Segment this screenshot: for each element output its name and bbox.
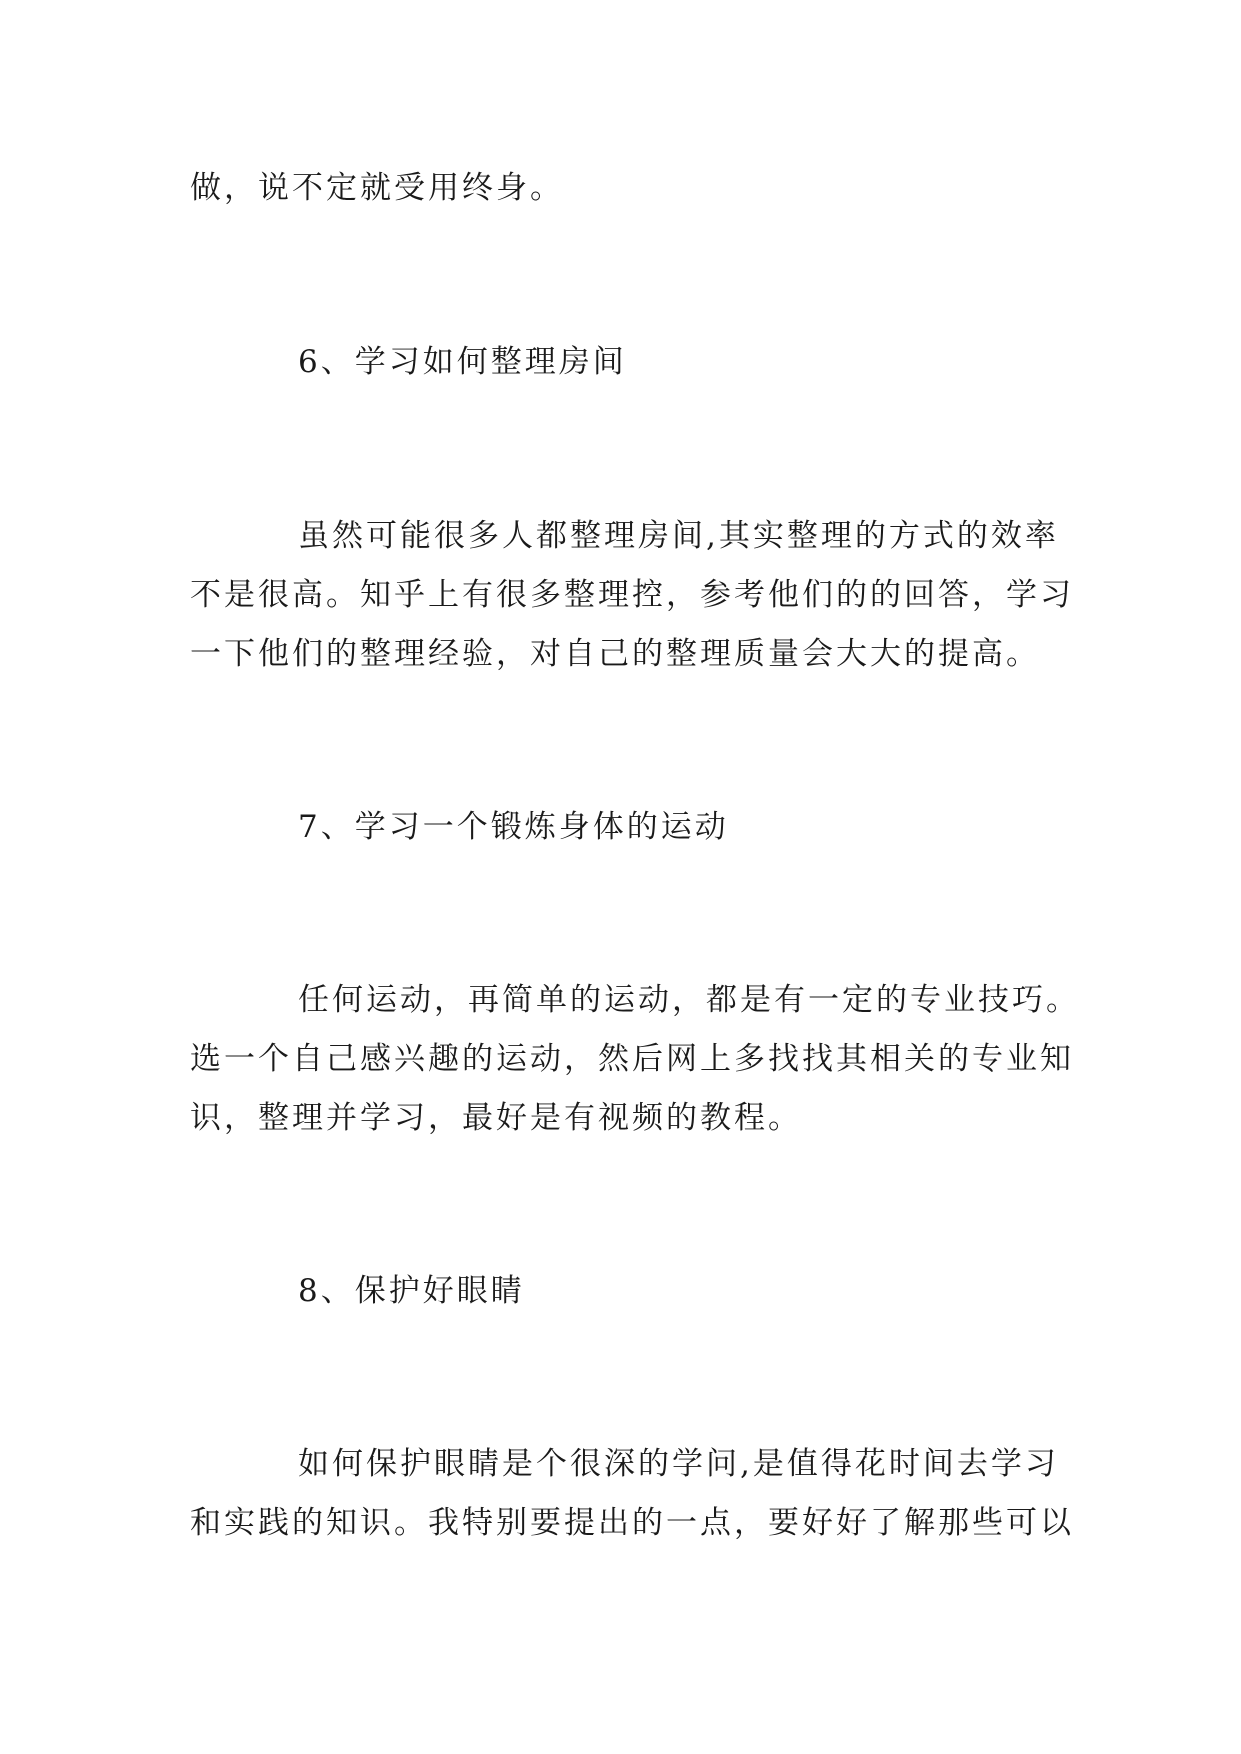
paragraph-continuation-line: 做，说不定就受用终身。 (190, 170, 564, 206)
paragraph-line: 识，整理并学习，最好是有视频的教程。 (190, 1100, 802, 1136)
section-heading-6: 6、学习如何整理房间 (298, 344, 627, 380)
paragraph-line: 如何保护眼睛是个很深的学问,是值得花时间去学习 (298, 1446, 1059, 1482)
paragraph-line: 一下他们的整理经验，对自己的整理质量会大大的提高。 (190, 636, 1040, 672)
section-heading-7: 7、学习一个锻炼身体的运动 (298, 809, 729, 845)
paragraph-line: 任何运动，再简单的运动，都是有一定的专业技巧。 (298, 982, 1080, 1018)
paragraph-line: 不是很高。知乎上有很多整理控，参考他们的的回答，学习 (190, 577, 1074, 613)
paragraph-line: 和实践的知识。我特别要提出的一点，要好好了解那些可以 (190, 1505, 1074, 1541)
paragraph-line: 虽然可能很多人都整理房间,其实整理的方式的效率 (298, 518, 1059, 554)
paragraph-line: 选一个自己感兴趣的运动，然后网上多找找其相关的专业知 (190, 1041, 1074, 1077)
section-heading-8: 8、保护好眼睛 (298, 1273, 525, 1309)
